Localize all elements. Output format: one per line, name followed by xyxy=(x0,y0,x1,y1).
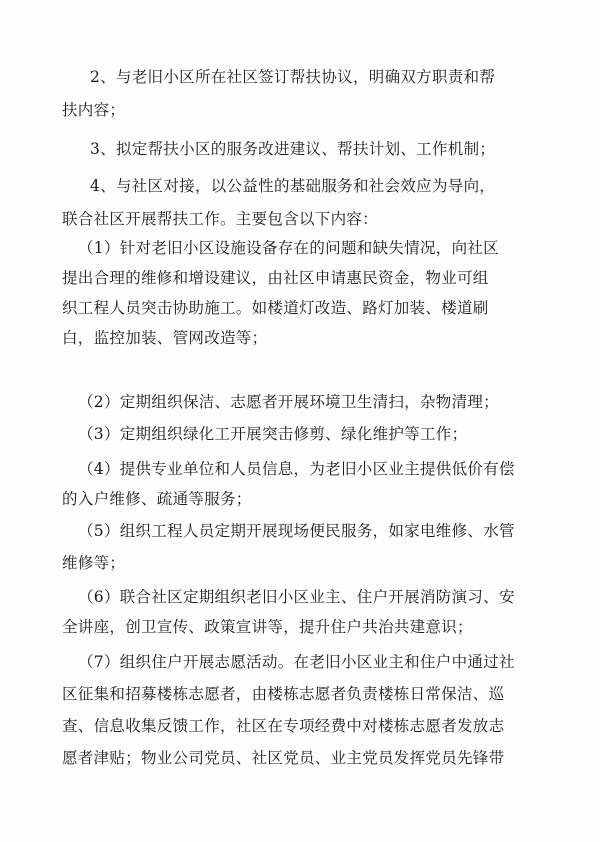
sub-4-line-1: （4）提供专业单位和人员信息，为老旧小区业主提供低价有偿 xyxy=(78,460,515,478)
sub-6-line-1: （6）联合社区定期组织老旧小区业主、住户开展消防演习、安 xyxy=(78,588,515,606)
sub-4-line-2: 的入户维修、疏通等服务； xyxy=(62,490,252,508)
item-4-line-1: 4、与社区对接，以公益性的基础服务和社会效应为导向， xyxy=(90,177,496,195)
sub-7-line-3: 查、信息收集反馈工作，社区在专项经费中对楼栋志愿者发放志 xyxy=(62,717,505,735)
sub-7-line-1: （7）组织住户开展志愿活动。在老旧小区业主和住户中通过社 xyxy=(78,653,515,671)
item-3-line-1: 3、拟定帮扶小区的服务改进建议、帮扶计划、工作机制； xyxy=(90,140,496,158)
item-4-line-2: 联合社区开展帮扶工作。主要包含以下内容： xyxy=(62,210,379,228)
sub-1-line-3: 织工程人员突击协助施工。如楼道灯改造、路灯加装、楼道刷 xyxy=(62,299,489,317)
sub-1-line-4: 白，监控加装、管网改造等； xyxy=(62,329,268,347)
sub-3-line-1: （3）定期组织绿化工开展突击修剪、绿化维护等工作； xyxy=(78,425,468,443)
item-2-line-2: 扶内容； xyxy=(62,101,126,119)
sub-5-line-1: （5）组织工程人员定期开展现场便民服务，如家电维修、水管 xyxy=(78,522,515,540)
sub-5-line-2: 维修等； xyxy=(62,554,126,572)
sub-6-line-2: 全讲座，创卫宣传、政策宣讲等，提升住户共治共建意识； xyxy=(62,618,473,636)
item-2-line-1: 2、与老旧小区所在社区签订帮扶协议，明确双方职责和帮 xyxy=(90,68,496,86)
sub-1-line-1: （1）针对老旧小区设施设备存在的问题和缺失情况，向社区 xyxy=(78,239,499,257)
sub-2-line-1: （2）定期组织保洁、志愿者开展环境卫生清扫，杂物清理； xyxy=(78,393,499,411)
sub-7-line-4: 愿者津贴；物业公司党员、社区党员、业主党员发挥党员先锋带 xyxy=(62,749,505,767)
sub-1-line-2: 提出合理的维修和增设建议，由社区申请惠民资金，物业可组 xyxy=(62,269,489,287)
sub-7-line-2: 区征集和招募楼栋志愿者，由楼栋志愿者负责楼栋日常保洁、巡 xyxy=(62,685,505,703)
